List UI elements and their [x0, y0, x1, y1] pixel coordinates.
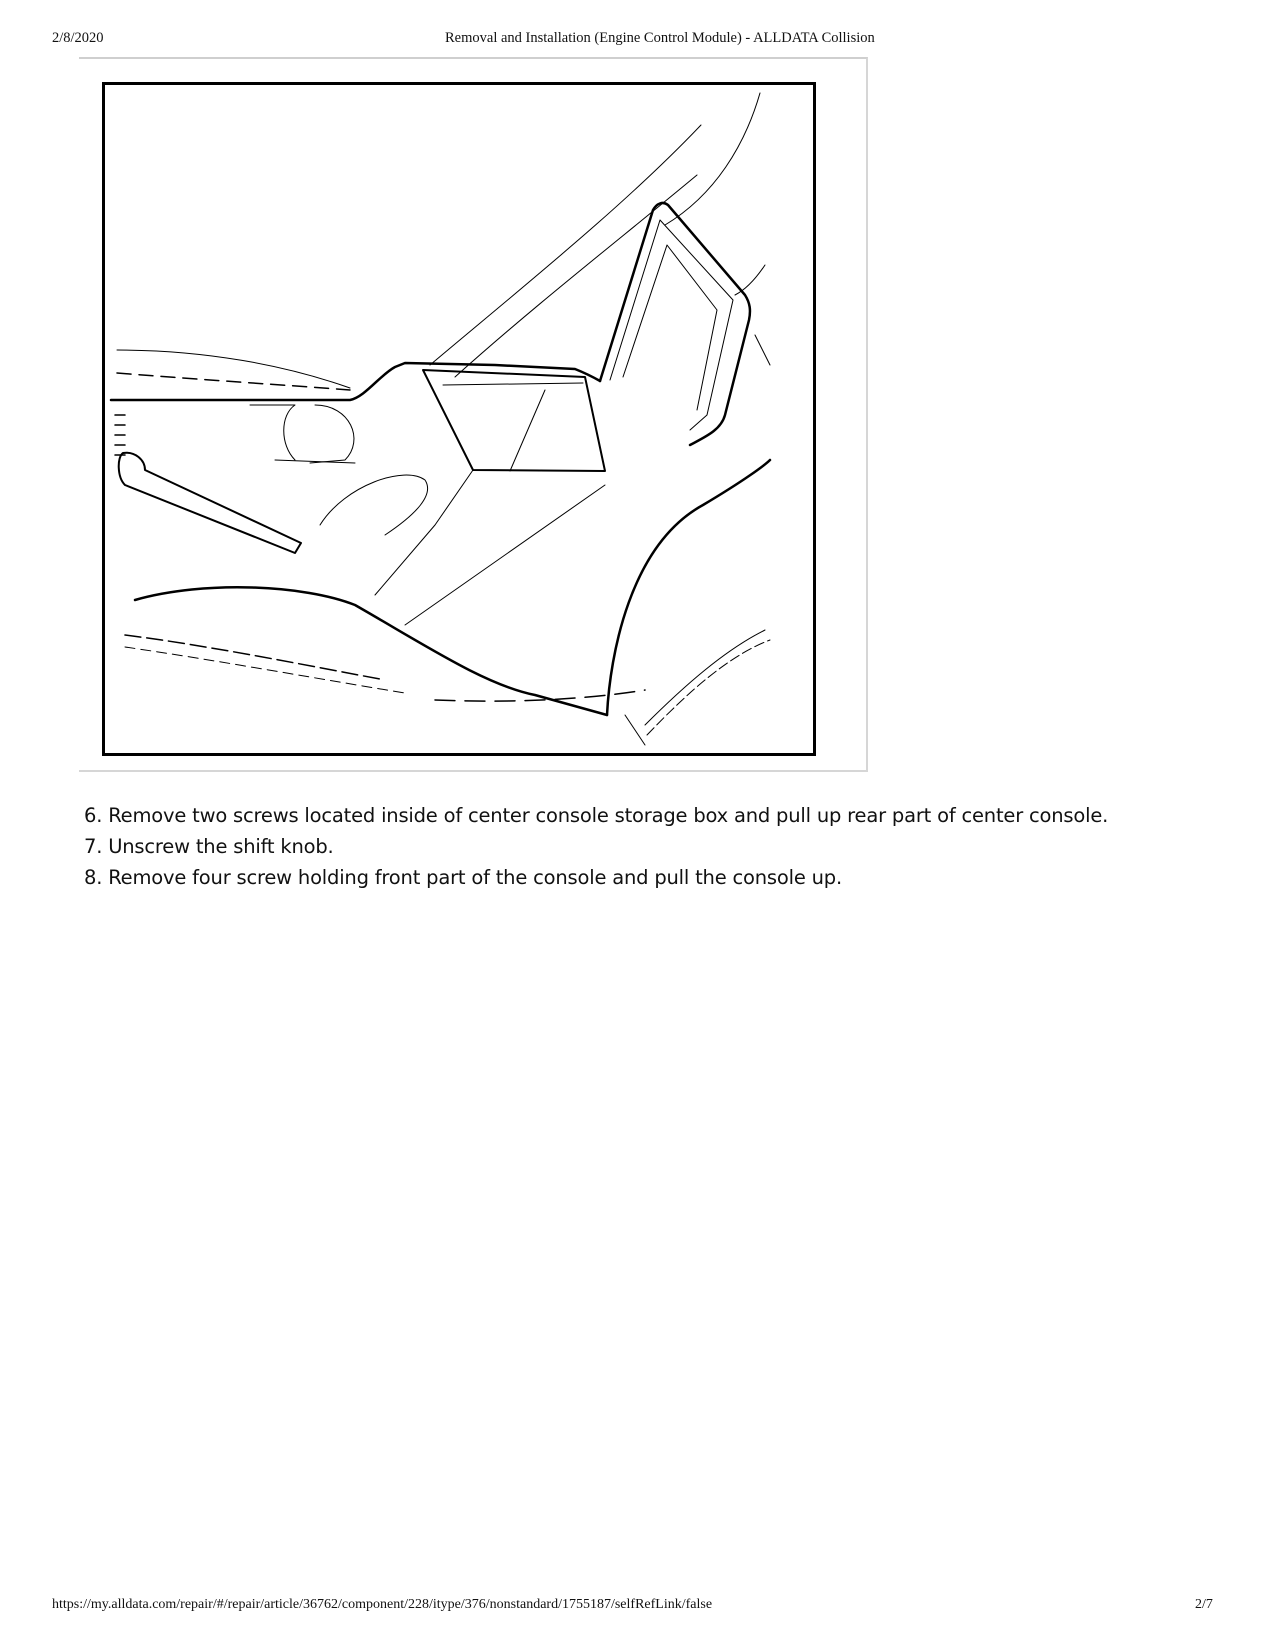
armrest-lid-inner-2	[623, 245, 717, 410]
cup-holder-right	[310, 405, 354, 463]
console-front	[375, 470, 473, 595]
step-7: 7. Unscrew the shift knob.	[84, 835, 334, 858]
right-seat-line-1	[645, 630, 765, 725]
storage-box-bottom	[510, 390, 545, 471]
console-left-side	[135, 587, 607, 715]
page-number: 2/7	[1195, 1597, 1213, 1612]
storage-box-inner	[443, 383, 583, 385]
bottom-seat-dash-2	[125, 647, 405, 693]
console-center-line	[405, 485, 605, 625]
footer-url: https://my.alldata.com/repair/#/repair/article/36762/component/228/itype/376/nonstandard/1755187/selfRefLink/false	[52, 1597, 713, 1612]
vent-grille	[115, 415, 125, 455]
dash-line-2	[455, 175, 697, 377]
bottom-seat-dash-1	[125, 635, 385, 680]
shift-lever	[119, 453, 301, 553]
right-edge-line-1	[735, 265, 765, 295]
right-seat-edge	[625, 715, 645, 745]
left-seat-dash	[117, 373, 350, 390]
console-top-outline	[111, 363, 600, 400]
cup-holder-left	[250, 405, 295, 460]
right-seat-line-2	[647, 640, 770, 735]
dash-line-diagonal	[430, 125, 701, 365]
dash-line-right	[665, 93, 760, 225]
instruction-steps	[84, 800, 1108, 893]
shift-boot	[320, 475, 428, 535]
right-edge-line-2	[755, 335, 770, 365]
console-right-curve	[607, 460, 770, 715]
print-date: 2/8/2020	[52, 30, 104, 46]
step-6: 6. Remove two screws located inside of center console storage box and pull up rear part of center console.	[84, 804, 1109, 827]
console-illustration	[102, 82, 816, 756]
page-title: Removal and Installation (Engine Control Module) - ALLDATA Collision	[445, 30, 875, 46]
step-8: 8. Remove four screw holding front part of the console and pull the console up.	[84, 866, 842, 889]
